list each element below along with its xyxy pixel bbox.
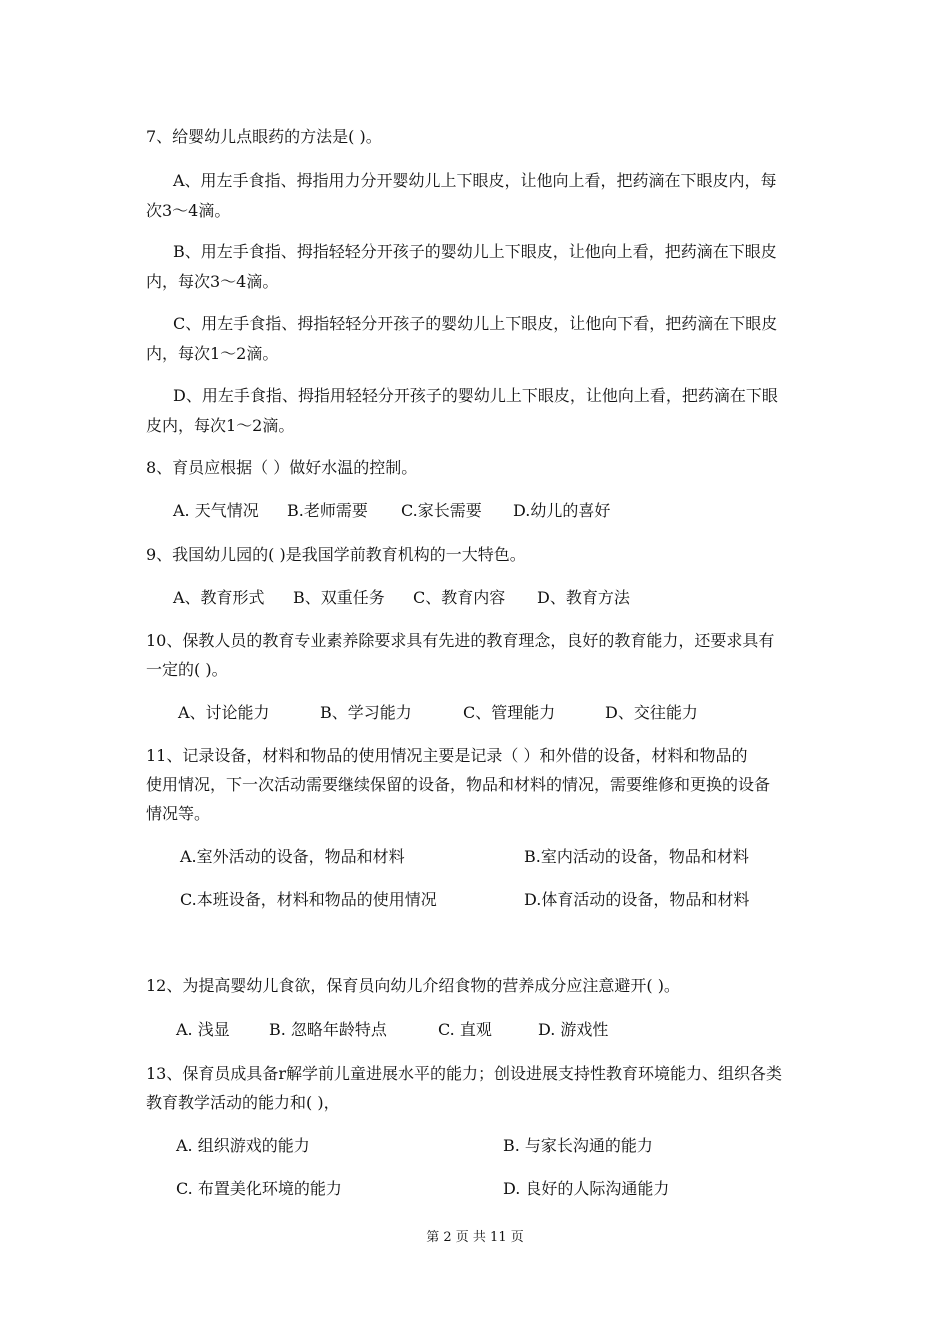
question-8-option-b: B.老师需要: [287, 501, 368, 520]
question-13-stem-cont: 教育教学活动的能力和( )，: [146, 1093, 340, 1112]
question-7-option-b: B、用左手食指、拇指轻轻分开孩子的婴幼儿上下眼皮，让他向上看，把药滴在下眼皮: [173, 242, 777, 261]
question-9-stem: 9、我国幼儿园的( )是我国学前教育机构的一大特色。: [146, 545, 526, 564]
question-10-option-b: B、学习能力: [320, 703, 412, 722]
question-9-option-d: D、教育方法: [537, 588, 630, 607]
question-13-option-b: B. 与家长沟通的能力: [503, 1136, 653, 1155]
question-7-option-b-cont: 内，每次3～4滴。: [146, 272, 279, 291]
question-7-option-c: C、用左手食指、拇指轻轻分开孩子的婴幼儿上下眼皮，让他向下看，把药滴在下眼皮: [173, 314, 778, 333]
question-9-option-c: C、教育内容: [413, 588, 506, 607]
question-7-option-c-cont: 内，每次1～2滴。: [146, 344, 279, 363]
question-11-option-d: D.体育活动的设备，物品和材料: [524, 890, 750, 909]
question-12-option-b: B. 忽略年龄特点: [269, 1020, 387, 1039]
question-8-option-c: C.家长需要: [401, 501, 482, 520]
question-11-stem: 11、记录设备，材料和物品的使用情况主要是记录（ ）和外借的设备，材料和物品的: [146, 746, 748, 765]
question-8-stem: 8、育员应根据（ ）做好水温的控制。: [146, 458, 418, 477]
question-10-stem: 10、保教人员的教育专业素养除要求具有先进的教育理念，良好的教育能力，还要求具有: [146, 631, 775, 650]
question-11-stem-cont-2: 情况等。: [146, 804, 211, 823]
question-12-stem: 12、为提高婴幼儿食欲，保育员向幼儿介绍食物的营养成分应注意避开( )。: [146, 976, 680, 995]
question-11-stem-cont-1: 使用情况，下一次活动需要继续保留的设备，物品和材料的情况，需要维修和更换的设备: [146, 775, 771, 794]
question-10-option-c: C、管理能力: [463, 703, 556, 722]
question-8-option-d: D.幼儿的喜好: [513, 501, 611, 520]
question-13-option-a: A. 组织游戏的能力: [176, 1136, 310, 1155]
question-12-option-a: A. 浅显: [176, 1020, 230, 1039]
question-13-option-d: D. 良好的人际沟通能力: [503, 1179, 670, 1198]
question-12-option-c: C. 直观: [438, 1020, 492, 1039]
page-number-footer: 第 2 页 共 11 页: [426, 1230, 524, 1245]
question-7-option-a-cont: 次3～4滴。: [146, 201, 231, 220]
question-8-option-a: A. 天气情况: [173, 501, 259, 520]
question-9-option-a: A、教育形式: [173, 588, 265, 607]
question-11-option-c: C.本班设备，材料和物品的使用情况: [180, 890, 437, 909]
question-12-option-d: D. 游戏性: [538, 1020, 609, 1039]
question-7-option-d-cont: 皮内，每次1～2滴。: [146, 416, 295, 435]
question-13-option-c: C. 布置美化环境的能力: [176, 1179, 342, 1198]
question-10-stem-cont: 一定的( )。: [146, 660, 228, 679]
question-11-option-a: A.室外活动的设备，物品和材料: [180, 847, 405, 866]
question-7-stem: 7、给婴幼儿点眼药的方法是( )。: [146, 127, 382, 146]
question-7-option-d: D、用左手食指、拇指用轻轻分开孩子的婴幼儿上下眼皮，让他向上看，把药滴在下眼: [173, 386, 778, 405]
question-9-option-b: B、双重任务: [293, 588, 385, 607]
question-13-stem: 13、保育员成具备r解学前儿童进展水平的能力；创设进展支持性教育环境能力、组织各类: [146, 1064, 783, 1083]
question-10-option-d: D、交往能力: [605, 703, 698, 722]
question-7-option-a: A、用左手食指、拇指用力分开婴幼儿上下眼皮，让他向上看，把药滴在下眼皮内，每: [173, 171, 777, 190]
question-10-option-a: A、讨论能力: [178, 703, 270, 722]
question-11-option-b: B.室内活动的设备，物品和材料: [524, 847, 749, 866]
